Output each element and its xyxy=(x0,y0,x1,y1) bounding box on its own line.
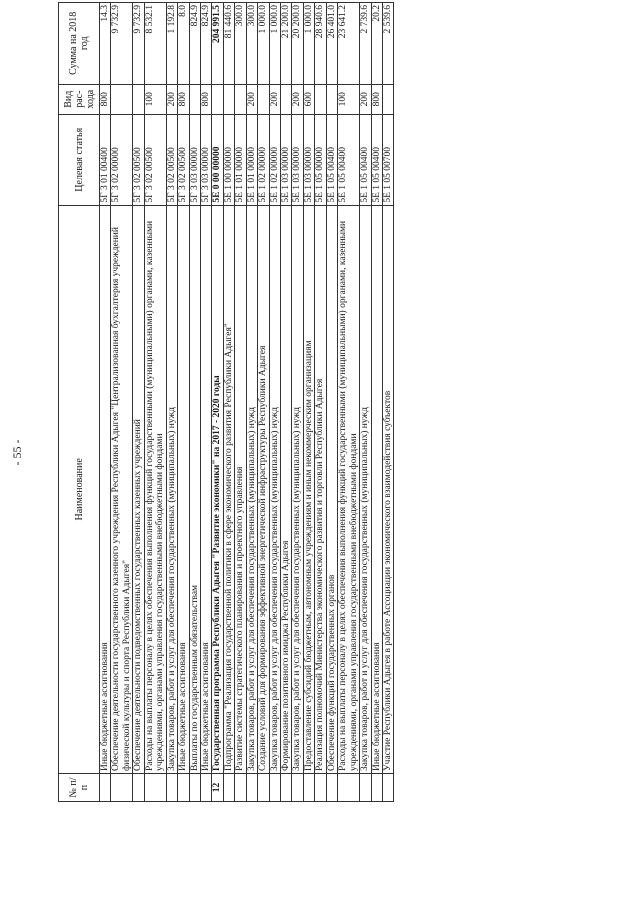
cell-name: Иные бюджетные ассигнования xyxy=(178,205,189,773)
cell-name: Предоставление субсидий бюджетным, автономным учреждениям и иным некоммерческим организациям xyxy=(303,205,314,773)
cell-sum: 1 192.8 xyxy=(166,3,177,85)
cell-sum: 2 539.6 xyxy=(382,3,393,85)
cell-num xyxy=(133,774,144,802)
page-number: - 55 - xyxy=(10,439,24,466)
cell-sum: 300.0 xyxy=(235,3,246,85)
cell-type xyxy=(281,84,292,114)
cell-name: Иные бюджетные ассигнования xyxy=(100,205,111,773)
cell-code: 5Е 1 05 00000 xyxy=(315,114,326,205)
cell-type xyxy=(111,84,133,114)
budget-table xyxy=(58,2,394,802)
cell-num xyxy=(223,774,234,802)
cell-name: Создание условий для формирования эффективной энергетической инфраструктуры Республики Адыгея xyxy=(258,205,269,773)
cell-num xyxy=(360,774,371,802)
cell-sum: 28 940.6 xyxy=(315,3,326,85)
cell-type: 100 xyxy=(338,84,360,114)
cell-name: Закупка товаров, работ и услуг для обеспечения государственных (муниципальных) нужд xyxy=(360,205,371,773)
cell-type xyxy=(235,84,246,114)
cell-type xyxy=(326,84,337,114)
cell-name: Выплаты по государственным обязательствам xyxy=(189,205,200,773)
cell-name: Расходы на выплаты персоналу в целях обеспечения выполнения функций государственными (муниципальными) органами, казенными учреждениями, органами управления государственными внебюджетными фондами xyxy=(338,205,360,773)
cell-num xyxy=(189,774,200,802)
cell-name: Участие Республики Адыгея в работе Ассоциации экономического взаимодействия субъектов xyxy=(382,205,393,773)
cell-code: 5Е 1 03 00000 xyxy=(281,114,292,205)
table-row xyxy=(338,3,360,802)
cell-num xyxy=(178,774,189,802)
cell-type: 200 xyxy=(166,84,177,114)
table-row xyxy=(281,3,292,802)
cell-type: 800 xyxy=(100,84,111,114)
cell-code: 5Е 1 03 00000 xyxy=(292,114,303,205)
cell-num xyxy=(144,774,166,802)
table-row xyxy=(223,3,234,802)
table-row xyxy=(315,3,326,802)
cell-name: Закупка товаров, работ и услуг для обеспечения государственных (муниципальных) нужд xyxy=(292,205,303,773)
cell-code: 5Г 3 02 00500 xyxy=(144,114,166,205)
cell-sum: 204 991.5 xyxy=(212,3,223,85)
cell-code: 5Е 1 01 00000 xyxy=(246,114,257,205)
cell-code: 5Г 3 01 00400 xyxy=(100,114,111,205)
cell-num xyxy=(166,774,177,802)
header-num: № п/п xyxy=(59,774,100,802)
cell-num xyxy=(292,774,303,802)
cell-name: Обеспечение функций государственных органов xyxy=(326,205,337,773)
table-row xyxy=(100,3,111,802)
table-row xyxy=(235,3,246,802)
table-row xyxy=(382,3,393,802)
cell-type xyxy=(258,84,269,114)
cell-type xyxy=(133,84,144,114)
cell-name: Государственная программа Республики Адыгея "Развитие экономики" на 2017 - 2020 годы xyxy=(212,205,223,773)
cell-code: 5Е 1 00 00000 xyxy=(223,114,234,205)
header-name: Наименование xyxy=(59,205,100,773)
cell-code: 5Е 1 03 00000 xyxy=(303,114,314,205)
cell-code: 5Е 1 01 00000 xyxy=(235,114,246,205)
cell-num xyxy=(303,774,314,802)
cell-name: Иные бюджетные ассигнования xyxy=(200,205,211,773)
cell-sum: 26 401.0 xyxy=(326,3,337,85)
cell-num xyxy=(269,774,280,802)
cell-num xyxy=(235,774,246,802)
cell-name: Закупка товаров, работ и услуг для обеспечения государственных (муниципальных) нужд xyxy=(166,205,177,773)
cell-num xyxy=(382,774,393,802)
table-row xyxy=(371,3,382,802)
cell-code: 5Е 1 05 00400 xyxy=(371,114,382,205)
cell-sum: 824.9 xyxy=(200,3,211,85)
cell-name: Расходы на выплаты персоналу в целях обеспечения выполнения функций государственными (муниципальными) органами, казенными учреждениями, органами управления государственными внебюджетными фондами xyxy=(144,205,166,773)
header-type: Вид рас-хода xyxy=(59,84,100,114)
cell-sum: 81 440.6 xyxy=(223,3,234,85)
table-row xyxy=(166,3,177,802)
cell-sum: 14.3 xyxy=(100,3,111,85)
cell-sum: 9 732.9 xyxy=(133,3,144,85)
cell-sum: 824.9 xyxy=(189,3,200,85)
cell-sum: 1 000.0 xyxy=(258,3,269,85)
cell-name: Реализация полномочий Министерства экономического развития и торговли Республики Адыгея xyxy=(315,205,326,773)
cell-num xyxy=(246,774,257,802)
header-sum: Сумма на 2018 год xyxy=(59,3,100,85)
cell-type: 100 xyxy=(144,84,166,114)
table-row xyxy=(258,3,269,802)
cell-code: 5Е 1 05 00400 xyxy=(360,114,371,205)
table-row xyxy=(326,3,337,802)
table-row xyxy=(360,3,371,802)
cell-name: Развитие системы стратегического планирования и проектного управления xyxy=(235,205,246,773)
cell-num xyxy=(338,774,360,802)
cell-code: 5Е 1 02 00000 xyxy=(258,114,269,205)
cell-sum: 20.2 xyxy=(371,3,382,85)
cell-type: 600 xyxy=(303,84,314,114)
cell-sum: 1 000.0 xyxy=(269,3,280,85)
cell-type: 800 xyxy=(371,84,382,114)
cell-sum: 20 200.0 xyxy=(292,3,303,85)
cell-type: 200 xyxy=(292,84,303,114)
table-body xyxy=(100,3,394,802)
cell-name: Закупка товаров, работ и услуг для обеспечения государственных (муниципальных) нужд xyxy=(246,205,257,773)
cell-code: 5Г 3 02 00500 xyxy=(166,114,177,205)
cell-num xyxy=(326,774,337,802)
cell-num xyxy=(258,774,269,802)
table-row xyxy=(133,3,144,802)
cell-num xyxy=(371,774,382,802)
cell-type xyxy=(189,84,200,114)
cell-name: Формирование позитивного имиджа Республики Адыгея xyxy=(281,205,292,773)
cell-sum: 2 739.6 xyxy=(360,3,371,85)
cell-sum: 21 200.0 xyxy=(281,3,292,85)
cell-code: 5Г 3 03 00000 xyxy=(200,114,211,205)
cell-type: 200 xyxy=(246,84,257,114)
cell-name: Закупка товаров, работ и услуг для обеспечения государственных (муниципальных) нужд xyxy=(269,205,280,773)
cell-code: 5Г 3 02 00000 xyxy=(111,114,133,205)
cell-code: 5Е 1 05 00400 xyxy=(338,114,360,205)
table-row xyxy=(292,3,303,802)
table-header-row xyxy=(59,3,100,802)
cell-num xyxy=(111,774,133,802)
cell-type: 200 xyxy=(360,84,371,114)
table-row xyxy=(269,3,280,802)
table-row xyxy=(212,3,223,802)
cell-code: 5Г 3 02 00500 xyxy=(178,114,189,205)
cell-sum: 1 000.0 xyxy=(303,3,314,85)
cell-type: 200 xyxy=(269,84,280,114)
cell-type: 800 xyxy=(178,84,189,114)
cell-code: 5Г 3 03 00000 xyxy=(189,114,200,205)
header-code: Целевая статья xyxy=(59,114,100,205)
cell-type xyxy=(212,84,223,114)
cell-sum: 23 641.2 xyxy=(338,3,360,85)
cell-sum: 8.0 xyxy=(178,3,189,85)
cell-type xyxy=(315,84,326,114)
cell-code: 5Е 1 02 00000 xyxy=(269,114,280,205)
table-row xyxy=(144,3,166,802)
cell-sum: 9 732.9 xyxy=(111,3,133,85)
cell-num xyxy=(315,774,326,802)
table-row xyxy=(303,3,314,802)
cell-type xyxy=(382,84,393,114)
cell-name: Иные бюджетные ассигнования xyxy=(371,205,382,773)
cell-sum: 300.0 xyxy=(246,3,257,85)
table-row xyxy=(178,3,189,802)
cell-num xyxy=(100,774,111,802)
cell-code: 5Г 3 02 00500 xyxy=(133,114,144,205)
cell-sum: 8 532.1 xyxy=(144,3,166,85)
table-row xyxy=(189,3,200,802)
cell-name: Обеспечение деятельности государственного казенного учреждения Республики Адыгея "Централизованная бухгалтерия учреждений физической культуры и спорта Республики Адыгея" xyxy=(111,205,133,773)
table-row xyxy=(200,3,211,802)
cell-type xyxy=(223,84,234,114)
cell-code: 5Е 1 05 00700 xyxy=(382,114,393,205)
cell-num xyxy=(200,774,211,802)
table-row xyxy=(246,3,257,802)
cell-code: 5Е 1 05 00400 xyxy=(326,114,337,205)
table-row xyxy=(111,3,133,802)
cell-num xyxy=(281,774,292,802)
cell-type: 800 xyxy=(200,84,211,114)
cell-code: 5Е 0 00 00000 xyxy=(212,114,223,205)
cell-num: 12 xyxy=(212,774,223,802)
cell-name: Обеспечение деятельности подведомственных государственных казенных учреждений xyxy=(133,205,144,773)
cell-name: Подпрограмма "Реализация государственной политики в сфере экономического развития Республики Адыгея" xyxy=(223,205,234,773)
